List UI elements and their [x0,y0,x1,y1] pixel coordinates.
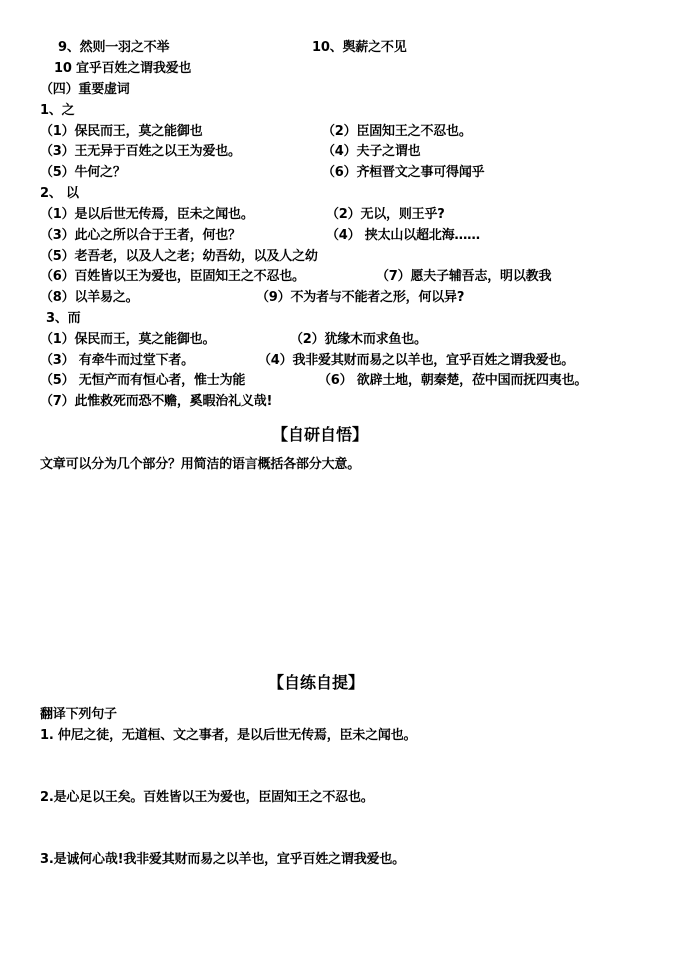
er-title: 3、而 [46,311,81,326]
section-4-title: （四）重要虚词 [40,82,130,97]
er-item-2: （2）犹缘木而求鱼也。 [290,332,427,347]
zhi-item-2: （2）臣固知王之不忍也。 [322,124,472,139]
yi-item-8: （8）以羊易之。 [40,290,139,305]
zilian-heading: 【自练自提】 [268,673,365,692]
zhi-item-5: （5）牛何之？ [40,165,126,180]
er-item-7: （7）此惟救死而恐不赡，奚暇治礼义哉! [40,394,273,409]
yi-item-3: （3）此心之所以合于王者，何也？ [40,228,241,243]
er-item-6: （6） 欲辟土地，朝秦楚，莅中国而抚四夷也。 [318,373,588,388]
ziyan-heading: 【自研自悟】 [272,425,369,444]
yi-title: 2、 以 [40,186,79,201]
zhi-title: 1、之 [40,103,75,118]
translation-sentence-3: 3.是诚何心哉!我非爱其财而易之以羊也，宜乎百姓之谓我爱也。 [40,852,405,867]
question-9: 9、然则一羽之不举 [58,40,170,55]
yi-item-2: （2）无以，则王乎? [326,207,445,222]
er-item-3: （3） 有牵牛而过堂下者。 [40,353,194,368]
question-10-b: 10 宜乎百姓之谓我爱也 [54,61,192,76]
yi-item-7: （7）愿夫子辅吾志，明以教我 [376,269,552,284]
er-item-4: （4）我非爱其财而易之以羊也，宜乎百姓之谓我爱也。 [258,353,575,368]
question-10-a: 10、舆薪之不见 [312,40,407,55]
zhi-item-1: （1）保民而王，莫之能御也 [40,124,203,139]
zilian-prompt: 翻译下列句子 [40,707,117,722]
er-item-1: （1）保民而王，莫之能御也。 [40,332,216,347]
ziyan-prompt: 文章可以分为几个部分？用简洁的语言概括各部分大意。 [40,457,361,472]
yi-item-9: （9）不为者与不能者之形，何以异? [256,290,465,305]
translation-sentence-1: 1. 仲尼之徒，无道桓、文之事者，是以后世无传焉，臣未之闻也。 [40,728,417,743]
er-item-5: （5） 无恒产而有恒心者，惟士为能 [40,373,246,388]
zhi-item-3: （3）王无异于百姓之以王为爱也。 [40,144,241,159]
yi-item-1: （1）是以后世无传焉，臣未之闻也。 [40,207,254,222]
yi-item-6: （6）百姓皆以王为爱也，臣固知王之不忍也。 [40,269,305,284]
yi-item-4: （4） 挟太山以超北海…… [326,228,480,243]
zhi-item-4: （4）夫子之谓也 [322,144,421,159]
translation-sentence-2: 2.是心足以王矣。百姓皆以王为爱也，臣固知王之不忍也。 [40,790,374,805]
yi-item-5: （5）老吾老，以及人之老；幼吾幼，以及人之幼 [40,249,318,264]
zhi-item-6: （6）齐桓晋文之事可得闻乎 [322,165,485,180]
